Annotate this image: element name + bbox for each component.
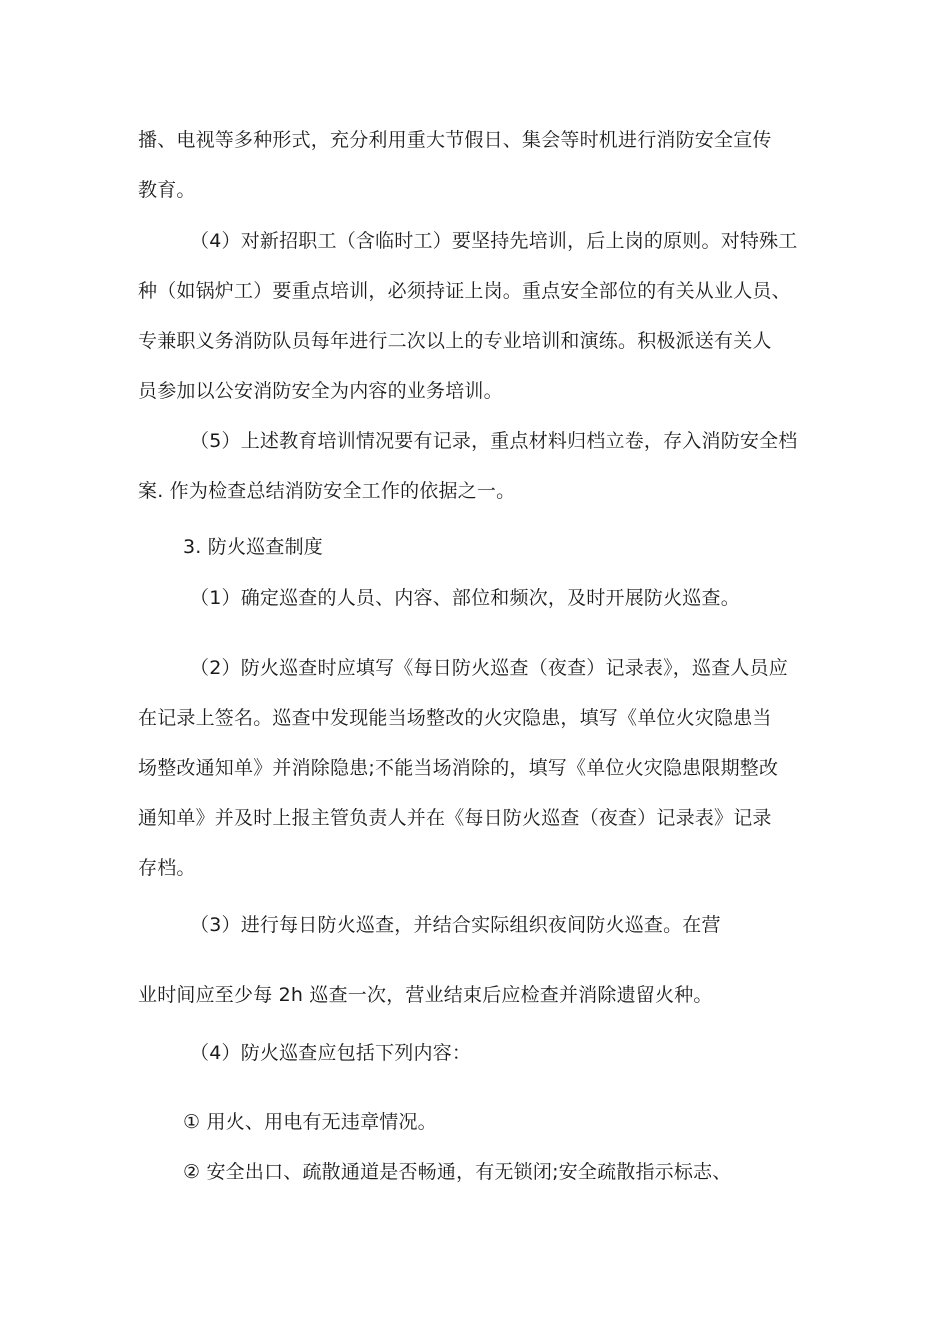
text-line: 专兼职义务消防队员每年进行二次以上的专业培训和演练。积极派送有关人 — [138, 330, 772, 352]
text-line: 种（如锅炉工）要重点培训，必须持证上岗。重点安全部位的有关从业人员、 — [138, 280, 791, 302]
text-line: 教育。 — [138, 179, 196, 201]
paragraph-5-line: （5）上述教育培训情况要有记录，重点材料归档立卷，存入消防安全档 — [190, 430, 798, 452]
text-line: 案. 作为检查总结消防安全工作的依据之一。 — [138, 480, 516, 502]
text-line: 播、电视等多种形式，充分利用重大节假日、集会等时机进行消防安全宣传 — [138, 129, 772, 151]
paragraph-3-line: （3）进行每日防火巡查，并结合实际组织夜间防火巡查。在营 — [190, 914, 721, 936]
text-line: 在记录上签名。巡查中发现能当场整改的火灾隐患，填写《单位火灾隐患当 — [138, 707, 772, 729]
text-line: 存档。 — [138, 857, 196, 879]
text-line: 业时间应至少每 2h 巡查一次，营业结束后应检查并消除遗留火种。 — [138, 984, 713, 1006]
text-line: 通知单》并及时上报主管负责人并在《每日防火巡查（夜查）记录表》记录 — [138, 807, 772, 829]
section-heading: 3. 防火巡查制度 — [183, 536, 323, 558]
paragraph-2-line: （2）防火巡查时应填写《每日防火巡查（夜查）记录表》，巡查人员应 — [190, 657, 788, 679]
paragraph-4-line: （4）对新招职工（含临时工）要坚持先培训，后上岗的原则。对特殊工 — [190, 230, 798, 252]
list-item-2: ② 安全出口、疏散通道是否畅通，有无锁闭;安全疏散指示标志、 — [183, 1161, 732, 1183]
text-line: 场整改通知单》并消除隐患;不能当场消除的，填写《单位火灾隐患限期整改 — [138, 757, 779, 779]
paragraph-4b-line: （4）防火巡查应包括下列内容： — [190, 1042, 472, 1064]
list-item-1: ① 用火、用电有无违章情况。 — [183, 1111, 437, 1133]
paragraph-1-line: （1）确定巡查的人员、内容、部位和频次，及时开展防火巡查。 — [190, 587, 740, 609]
text-line: 员参加以公安消防安全为内容的业务培训。 — [138, 380, 503, 402]
